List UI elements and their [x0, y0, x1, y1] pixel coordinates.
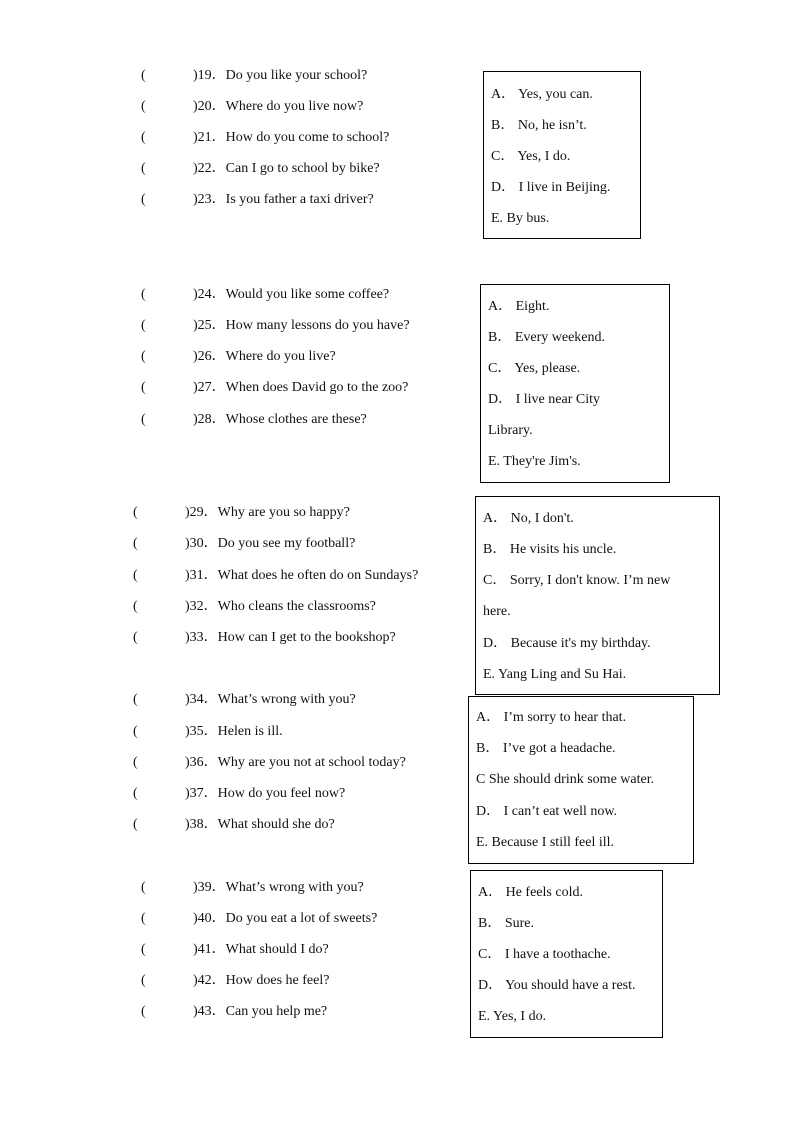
answer-paren-open: (: [133, 786, 138, 801]
question-43: [141, 1002, 461, 1022]
question-19: [141, 66, 471, 86]
question-41: [141, 940, 461, 960]
answer-paren-open: (: [141, 349, 146, 364]
option-a: A． Eight.: [488, 299, 550, 314]
option-b: B． He visits his uncle.: [483, 542, 617, 557]
question-23: [141, 190, 471, 210]
question-38: [133, 815, 463, 835]
question-28: [141, 410, 471, 430]
question-33: [133, 628, 468, 648]
option-e: E. By bus.: [491, 211, 550, 226]
question-text: )40．Do you eat a lot of sweets?: [193, 911, 378, 926]
question-36: [133, 753, 463, 773]
answer-paren-open: (: [133, 817, 138, 832]
option-a: A． Yes, you can.: [491, 87, 593, 102]
option-c: C． Sorry, I don't know. I’m new: [483, 573, 671, 588]
answer-paren-open: (: [133, 505, 138, 520]
option-a: A． No, I don't.: [483, 511, 574, 526]
option-b: B． Sure.: [478, 916, 534, 931]
answer-paren-open: (: [141, 911, 146, 926]
answer-paren-open: (: [141, 192, 146, 207]
question-24: [141, 285, 471, 305]
option-a: A． I’m sorry to hear that.: [476, 710, 627, 725]
option-e: E. Yang Ling and Su Hai.: [483, 667, 627, 682]
option-e: E. Yes, I do.: [478, 1009, 547, 1024]
question-text: )33．How can I get to the bookshop?: [185, 630, 396, 645]
options-box: [475, 496, 720, 695]
question-29: [133, 503, 468, 523]
option-d: D． You should have a rest.: [478, 978, 636, 993]
question-31: [133, 566, 468, 586]
option-c: C She should drink some water.: [476, 772, 655, 787]
question-text: )35．Helen is ill.: [185, 724, 283, 739]
option-d: D． Because it's my birthday.: [483, 636, 651, 651]
question-25: [141, 316, 471, 336]
option-d: D． I can’t eat well now.: [476, 804, 618, 819]
question-40: [141, 909, 461, 929]
question-21: [141, 128, 471, 148]
option-c: C． I have a toothache.: [478, 947, 611, 962]
answer-paren-open: (: [141, 68, 146, 83]
answer-paren-open: (: [141, 880, 146, 895]
question-27: [141, 378, 471, 398]
question-text: )29．Why are you so happy?: [185, 505, 350, 520]
options-box: [480, 284, 670, 483]
question-text: )43．Can you help me?: [193, 1004, 328, 1019]
answer-paren-open: (: [133, 724, 138, 739]
question-text: )36．Why are you not at school today?: [185, 755, 406, 770]
question-text: )22．Can I go to school by bike?: [193, 161, 380, 176]
answer-paren-open: (: [141, 1004, 146, 1019]
question-text: )42．How does he feel?: [193, 973, 330, 988]
question-42: [141, 971, 461, 991]
option-c: C． Yes, please.: [488, 361, 581, 376]
options-box: [468, 696, 694, 864]
option-d: D． I live in Beijing.: [491, 180, 611, 195]
question-34: [133, 690, 463, 710]
question-text: )37．How do you feel now?: [185, 786, 346, 801]
question-text: )23．Is you father a taxi driver?: [193, 192, 374, 207]
question-text: )24．Would you like some coffee?: [193, 287, 390, 302]
question-text: )26．Where do you live?: [193, 349, 336, 364]
option-b: B． Every weekend.: [488, 330, 606, 345]
question-text: )30．Do you see my football?: [185, 536, 356, 551]
question-text: )31．What does he often do on Sundays?: [185, 568, 419, 583]
option-d-continued: Library.: [488, 423, 533, 438]
question-text: )39．What’s wrong with you?: [193, 880, 364, 895]
question-39: [141, 878, 461, 898]
answer-paren-open: (: [133, 568, 138, 583]
question-text: )19．Do you like your school?: [193, 68, 368, 83]
option-e: E. Because I still feel ill.: [476, 835, 615, 850]
option-a: A． He feels cold.: [478, 885, 583, 900]
answer-paren-open: (: [141, 973, 146, 988]
option-d: D． I live near City: [488, 392, 600, 407]
question-30: [133, 534, 468, 554]
answer-paren-open: (: [141, 318, 146, 333]
answer-paren-open: (: [141, 99, 146, 114]
option-c: C． Yes, I do.: [491, 149, 571, 164]
question-32: [133, 597, 468, 617]
question-26: [141, 347, 471, 367]
question-text: )21．How do you come to school?: [193, 130, 390, 145]
option-b: B． No, he isn’t.: [491, 118, 587, 133]
question-22: [141, 159, 471, 179]
question-35: [133, 722, 463, 742]
question-20: [141, 97, 471, 117]
option-e: E. They're Jim's.: [488, 454, 581, 469]
answer-paren-open: (: [133, 536, 138, 551]
question-text: )25．How many lessons do you have?: [193, 318, 410, 333]
answer-paren-open: (: [133, 692, 138, 707]
answer-paren-open: (: [133, 599, 138, 614]
answer-paren-open: (: [141, 287, 146, 302]
answer-paren-open: (: [141, 412, 146, 427]
options-box: [483, 71, 641, 239]
question-37: [133, 784, 463, 804]
answer-paren-open: (: [141, 942, 146, 957]
question-text: )27．When does David go to the zoo?: [193, 380, 409, 395]
question-text: )20．Where do you live now?: [193, 99, 364, 114]
answer-paren-open: (: [133, 755, 138, 770]
answer-paren-open: (: [141, 161, 146, 176]
answer-paren-open: (: [141, 130, 146, 145]
question-text: )28．Whose clothes are these?: [193, 412, 367, 427]
answer-paren-open: (: [141, 380, 146, 395]
option-b: B． I’ve got a headache.: [476, 741, 616, 756]
question-text: )38．What should she do?: [185, 817, 335, 832]
question-text: )32．Who cleans the classrooms?: [185, 599, 376, 614]
options-box: [470, 870, 663, 1038]
answer-paren-open: (: [133, 630, 138, 645]
option-c-continued: here.: [483, 604, 511, 619]
question-text: )34．What’s wrong with you?: [185, 692, 356, 707]
question-text: )41．What should I do?: [193, 942, 329, 957]
